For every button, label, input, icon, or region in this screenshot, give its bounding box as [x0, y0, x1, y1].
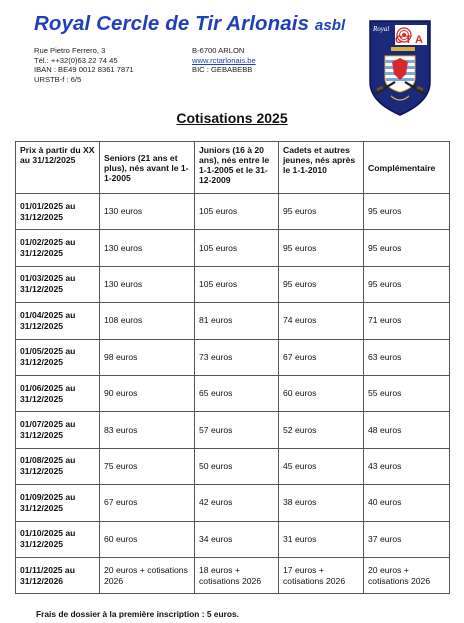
club-logo — [369, 20, 431, 116]
cell-seniors: 20 euros + cotisations 2026 — [100, 557, 195, 593]
cell-juniors: 65 euros — [195, 375, 279, 411]
table-row — [16, 194, 450, 230]
header-complementaire: Complémentaire — [364, 142, 450, 194]
cell-cadets: 17 euros + cotisations 2026 — [279, 557, 364, 593]
cell-juniors: 18 euros + cotisations 2026 — [195, 557, 279, 593]
logo-letter-c: C — [395, 34, 403, 46]
cell-period: 01/10/2025 au 31/12/2025 — [16, 521, 100, 557]
logo-letter-a: A — [415, 34, 423, 46]
address-street: Rue Pietro Ferrero, 3 — [34, 46, 106, 55]
logo-royal-text: Royal — [373, 25, 390, 33]
cell-juniors: 105 euros — [195, 230, 279, 266]
cell-cadets: 74 euros — [279, 303, 364, 339]
cell-complementaire: 55 euros — [364, 375, 450, 411]
cell-period: 01/09/2025 au 31/12/2025 — [16, 485, 100, 521]
cell-seniors: 108 euros — [100, 303, 195, 339]
city: B-6700 ARLON — [192, 46, 245, 55]
registration-fee-note: Frais de dossier à la première inscription : 5 euros. — [36, 609, 239, 619]
cell-period: 01/02/2025 au 31/12/2025 — [16, 230, 100, 266]
club-suffix: asbl — [314, 17, 346, 34]
club-title — [34, 12, 345, 36]
cell-complementaire: 43 euros — [364, 448, 450, 484]
contact-block — [192, 46, 256, 75]
table-row — [16, 375, 450, 411]
cell-complementaire: 37 euros — [364, 521, 450, 557]
cell-cadets: 31 euros — [279, 521, 364, 557]
cell-cadets: 60 euros — [279, 375, 364, 411]
cell-juniors: 57 euros — [195, 412, 279, 448]
cell-cadets: 95 euros — [279, 194, 364, 230]
cell-cadets: 45 euros — [279, 448, 364, 484]
cell-complementaire: 48 euros — [364, 412, 450, 448]
cell-period: 01/01/2025 au 31/12/2025 — [16, 194, 100, 230]
website-link[interactable]: www.rctarlonais.be — [192, 55, 256, 65]
cell-seniors: 67 euros — [100, 485, 195, 521]
cell-cadets: 38 euros — [279, 485, 364, 521]
table-header-row — [16, 142, 450, 194]
address-urstb: URSTB-f : 6/5 — [34, 74, 82, 84]
cell-seniors: 60 euros — [100, 521, 195, 557]
cell-complementaire: 63 euros — [364, 339, 450, 375]
cell-juniors: 105 euros — [195, 194, 279, 230]
club-name: Royal Cercle de Tir Arlonais — [34, 12, 310, 35]
cell-seniors: 90 euros — [100, 375, 195, 411]
cell-cadets: 95 euros — [279, 230, 364, 266]
cell-juniors: 73 euros — [195, 339, 279, 375]
address-phone: Tél.: ++32(0)63 22 74 45 — [34, 55, 118, 65]
logo-letter-t: T — [405, 34, 412, 46]
cell-juniors: 50 euros — [195, 448, 279, 484]
cell-juniors: 42 euros — [195, 485, 279, 521]
cell-seniors: 130 euros — [100, 266, 195, 302]
table-row — [16, 230, 450, 266]
table-row — [16, 448, 450, 484]
cell-juniors: 105 euros — [195, 266, 279, 302]
cell-juniors: 34 euros — [195, 521, 279, 557]
cell-cadets: 52 euros — [279, 412, 364, 448]
cell-period: 01/05/2025 au 31/12/2025 — [16, 339, 100, 375]
cell-complementaire: 95 euros — [364, 266, 450, 302]
cell-period: 01/11/2025 au 31/12/2026 — [16, 557, 100, 593]
header-juniors: Juniors (16 à 20 ans), nés entre le 1-1-2005 et le 31-12-2009 — [195, 142, 279, 194]
page-title: Cotisations 2025 — [176, 110, 288, 126]
table-row — [16, 266, 450, 302]
cell-period: 01/08/2025 au 31/12/2025 — [16, 448, 100, 484]
fees-table — [15, 141, 450, 594]
cell-seniors: 83 euros — [100, 412, 195, 448]
address-block — [34, 46, 134, 84]
cell-seniors: 75 euros — [100, 448, 195, 484]
cell-complementaire: 40 euros — [364, 485, 450, 521]
cell-seniors: 98 euros — [100, 339, 195, 375]
cell-cadets: 95 euros — [279, 266, 364, 302]
table-row — [16, 412, 450, 448]
table-row — [16, 557, 450, 593]
table-row — [16, 339, 450, 375]
cell-complementaire: 95 euros — [364, 230, 450, 266]
cell-cadets: 67 euros — [279, 339, 364, 375]
cell-seniors: 130 euros — [100, 230, 195, 266]
cell-complementaire: 71 euros — [364, 303, 450, 339]
cell-complementaire: 95 euros — [364, 194, 450, 230]
header-seniors: Seniors (21 ans et plus), nés avant le 1-1-2005 — [100, 142, 195, 194]
cell-period: 01/03/2025 au 31/12/2025 — [16, 266, 100, 302]
address-iban: IBAN : BE49 0012 8361 7871 — [34, 65, 134, 75]
cell-period: 01/06/2025 au 31/12/2025 — [16, 375, 100, 411]
table-row — [16, 303, 450, 339]
table-row — [16, 485, 450, 521]
cell-complementaire: 20 euros + cotisations 2026 — [364, 557, 450, 593]
cell-period: 01/04/2025 au 31/12/2025 — [16, 303, 100, 339]
header-period: Prix à partir du XX au 31/12/2025 — [16, 142, 100, 194]
table-row — [16, 521, 450, 557]
cell-seniors: 130 euros — [100, 194, 195, 230]
cell-period: 01/07/2025 au 31/12/2025 — [16, 412, 100, 448]
bic: BIC : GEBABEBB — [192, 65, 253, 75]
header-cadets: Cadets et autres jeunes, nés après le 1-1-2010 — [279, 142, 364, 194]
cell-juniors: 81 euros — [195, 303, 279, 339]
